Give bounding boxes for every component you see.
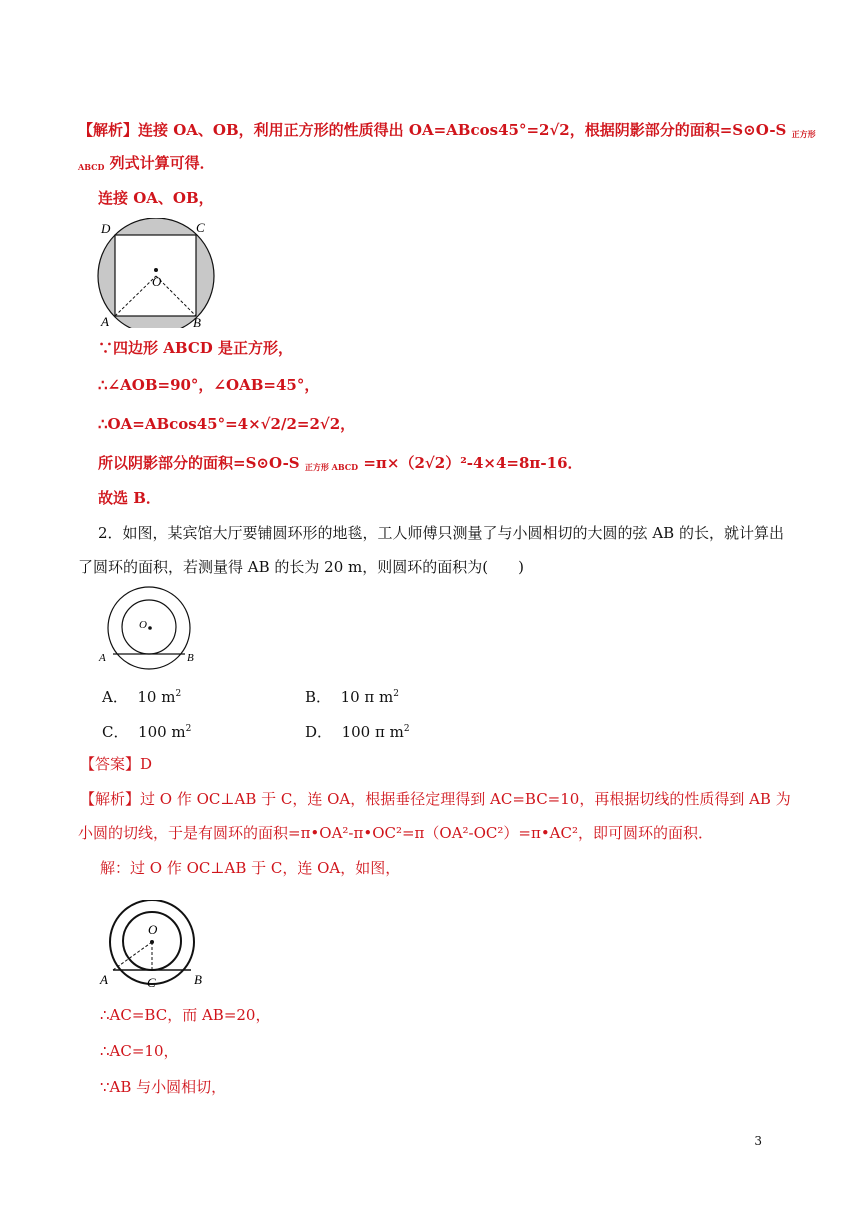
label-a-3: A	[100, 972, 108, 987]
question-2-line-1: 2．如图，某宾馆大厅要铺圆环形的地毯，工人师傅只测量了与小圆相切的大圆的弦 AB 的长，就计算出	[98, 524, 784, 542]
solve-intro: 解：过 O 作 OC⊥AB 于 C，连 OA，如图，	[100, 859, 401, 877]
analysis-text-1: 【解析】连接 OA、OB，利用正方形的性质得出 OA=ABcos45°=2√2，根据阴影部分的面积=S⊙O-S	[78, 121, 787, 139]
label-a: A	[101, 314, 109, 328]
label-a-2: A	[99, 652, 106, 664]
center-dot	[154, 268, 158, 272]
step-1: ∵四边形 ABCD 是正方形，	[98, 339, 293, 357]
figure-square-in-circle	[95, 218, 225, 328]
segment-oa-3	[113, 942, 152, 970]
question-2-line-2: 了圆环的面积，若测量得 AB 的长为 20 m，则圆环的面积为( )	[78, 558, 524, 576]
figure-annulus-oc	[96, 900, 208, 992]
figure-annulus	[95, 586, 205, 672]
option-d-value: 100 π m	[341, 723, 404, 741]
label-b-3: B	[194, 972, 202, 987]
choose-b: 故选 B．	[98, 489, 161, 507]
answer: 【答案】D	[80, 755, 153, 773]
analysis-2-line-2: 小圆的切线，于是有圆环的面积=π•OA²-π•OC²=π（OA²-OC²）=π•AC²，即可圆环的面积．	[78, 824, 714, 842]
center-dot-2	[148, 626, 152, 630]
page-number: 3	[754, 1134, 762, 1148]
step-4-sub: 正方形 ABCD	[304, 462, 359, 472]
center-dot-3	[150, 940, 154, 944]
step-3: ∴OA=ABcos45°=4×√2/2=2√2，	[98, 415, 356, 433]
option-a-letter: A．	[102, 688, 128, 706]
label-b-2: B	[187, 652, 194, 664]
option-b-value: 10 π m	[340, 688, 394, 706]
step-4-b: =π×（2√2）²-4×4=8π-16．	[363, 454, 583, 472]
step-2: ∴∠AOB=90°，∠OAB=45°，	[98, 376, 320, 394]
option-d-letter: D．	[305, 723, 333, 741]
label-o-3: O	[148, 922, 158, 937]
label-c: C	[196, 220, 205, 235]
label-b: B	[193, 315, 201, 328]
analysis-sub-1: 正方形	[791, 129, 816, 139]
option-c-value: 100 m	[138, 723, 186, 741]
label-d: D	[101, 221, 111, 236]
analysis-line-1	[78, 120, 816, 144]
label-o: O	[152, 274, 162, 289]
solve-step-2: ∴AC=10，	[100, 1042, 179, 1060]
option-b-letter: B．	[305, 688, 332, 706]
solve-step-1: ∴AC=BC，而 AB=20，	[100, 1006, 271, 1024]
label-o-2: O	[139, 619, 147, 631]
option-a-exp: 2	[175, 689, 182, 699]
option-b	[305, 684, 399, 707]
label-c-3: C	[147, 975, 156, 990]
option-c-exp: 2	[185, 724, 192, 734]
connect-text: 连接 OA、OB，	[98, 189, 214, 207]
option-d-exp: 2	[403, 724, 410, 734]
analysis-line-2	[78, 153, 215, 177]
option-b-exp: 2	[393, 689, 400, 699]
analysis-2-line-1: 【解析】过 O 作 OC⊥AB 于 C，连 OA，根据垂径定理得到 AC=BC=10，再根据切线的性质得到 AB 为	[80, 790, 791, 808]
analysis-sub-2: ABCD	[78, 162, 105, 172]
step-4	[98, 453, 583, 477]
analysis-text-2: 列式计算可得．	[109, 154, 215, 172]
step-4-a: 所以阴影部分的面积=S⊙O-S	[98, 454, 300, 472]
option-a-value: 10 m	[137, 688, 176, 706]
option-c	[102, 719, 191, 742]
solve-step-3: ∵AB 与小圆相切，	[100, 1078, 227, 1096]
option-d	[305, 719, 410, 742]
option-a	[102, 684, 181, 707]
option-c-letter: C．	[102, 723, 129, 741]
